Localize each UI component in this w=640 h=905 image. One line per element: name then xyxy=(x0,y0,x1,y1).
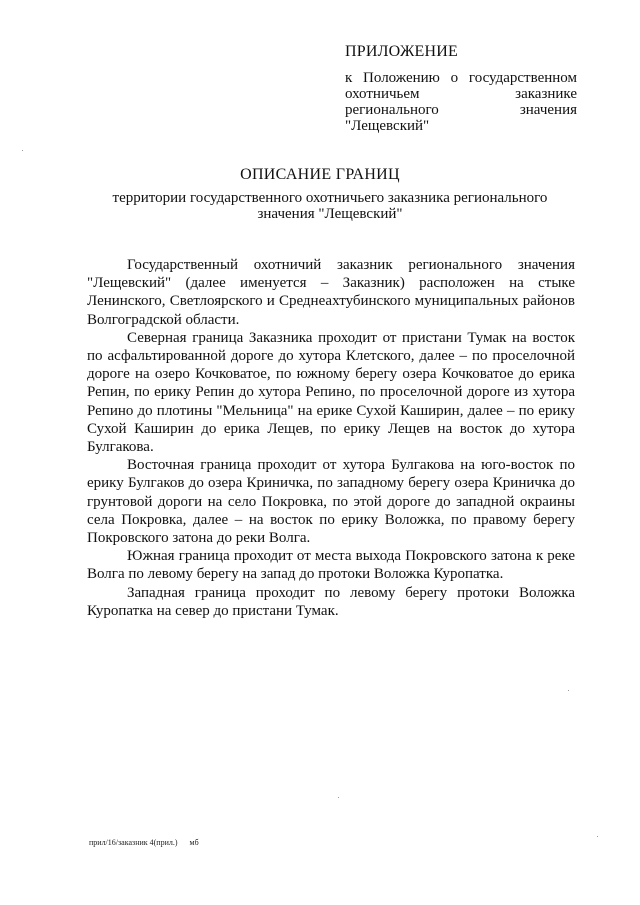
paragraph-south-border: Южная граница проходит от места выхода Покровского затона к реке Волга по левому берегу на запад до протоки Воложка Куропатка. xyxy=(87,548,575,583)
section-subtitle: территории государственного охотничьего заказника регионального значения "Лещевский" xyxy=(112,190,548,222)
scan-speck xyxy=(597,836,598,837)
appendix-title: ПРИЛОЖЕНИЕ xyxy=(345,43,459,60)
paragraph-north-border: Северная граница Заказника проходит от пристани Тумак на восток по асфальтированной дороге до хутора Клетского, далее – по проселочной дороге на озеро Кочковатое, по южному берегу озера Кочковатое до ерика Репин, по ерику Репин до хутора Репино, по проселочной дороге из хутора Репино до плотины "Мельница" на ерике Сухой Каширин, далее – по ерику Сухой Каширин до ерика Лещев, по ерику Лещев на восток до хутора Булгакова. xyxy=(87,329,575,456)
paragraph-west-border: Западная граница проходит по левому берегу протоки Воложка Куропатка на север до пристани Тумак. xyxy=(87,584,575,619)
appendix-block xyxy=(345,44,577,134)
body-text xyxy=(87,256,575,620)
paragraph-east-border: Восточная граница проходит от хутора Булгакова на юго-восток по ерику Булгаков до озера Криничка, по западному берегу озера Криничка до грунтовой дороги на село Покровка, по этой дороге до западной окраины села Покровка, далее – на восток по ерику Воложка, по правому берегу Покровского затона до реки Волга. xyxy=(87,457,575,547)
scan-speck xyxy=(568,690,569,691)
scan-speck xyxy=(22,150,23,151)
footer-reference: прил/16/заказник 4(прил.) мб xyxy=(89,838,199,847)
scan-speck xyxy=(338,797,339,798)
paragraph-intro: Государственный охотничий заказник регионального значения "Лещевский" (далее именуется – Заказник) расположен на стыке Ленинского, Светлоярского и Среднеахтубинского муниципальных районов Волгоградской области. xyxy=(87,257,575,328)
appendix-text: к Положению о государственном охотничьем заказнике регионального значения "Лещевский" xyxy=(345,70,577,134)
section-title: ОПИСАНИЕ ГРАНИЦ xyxy=(240,166,400,183)
